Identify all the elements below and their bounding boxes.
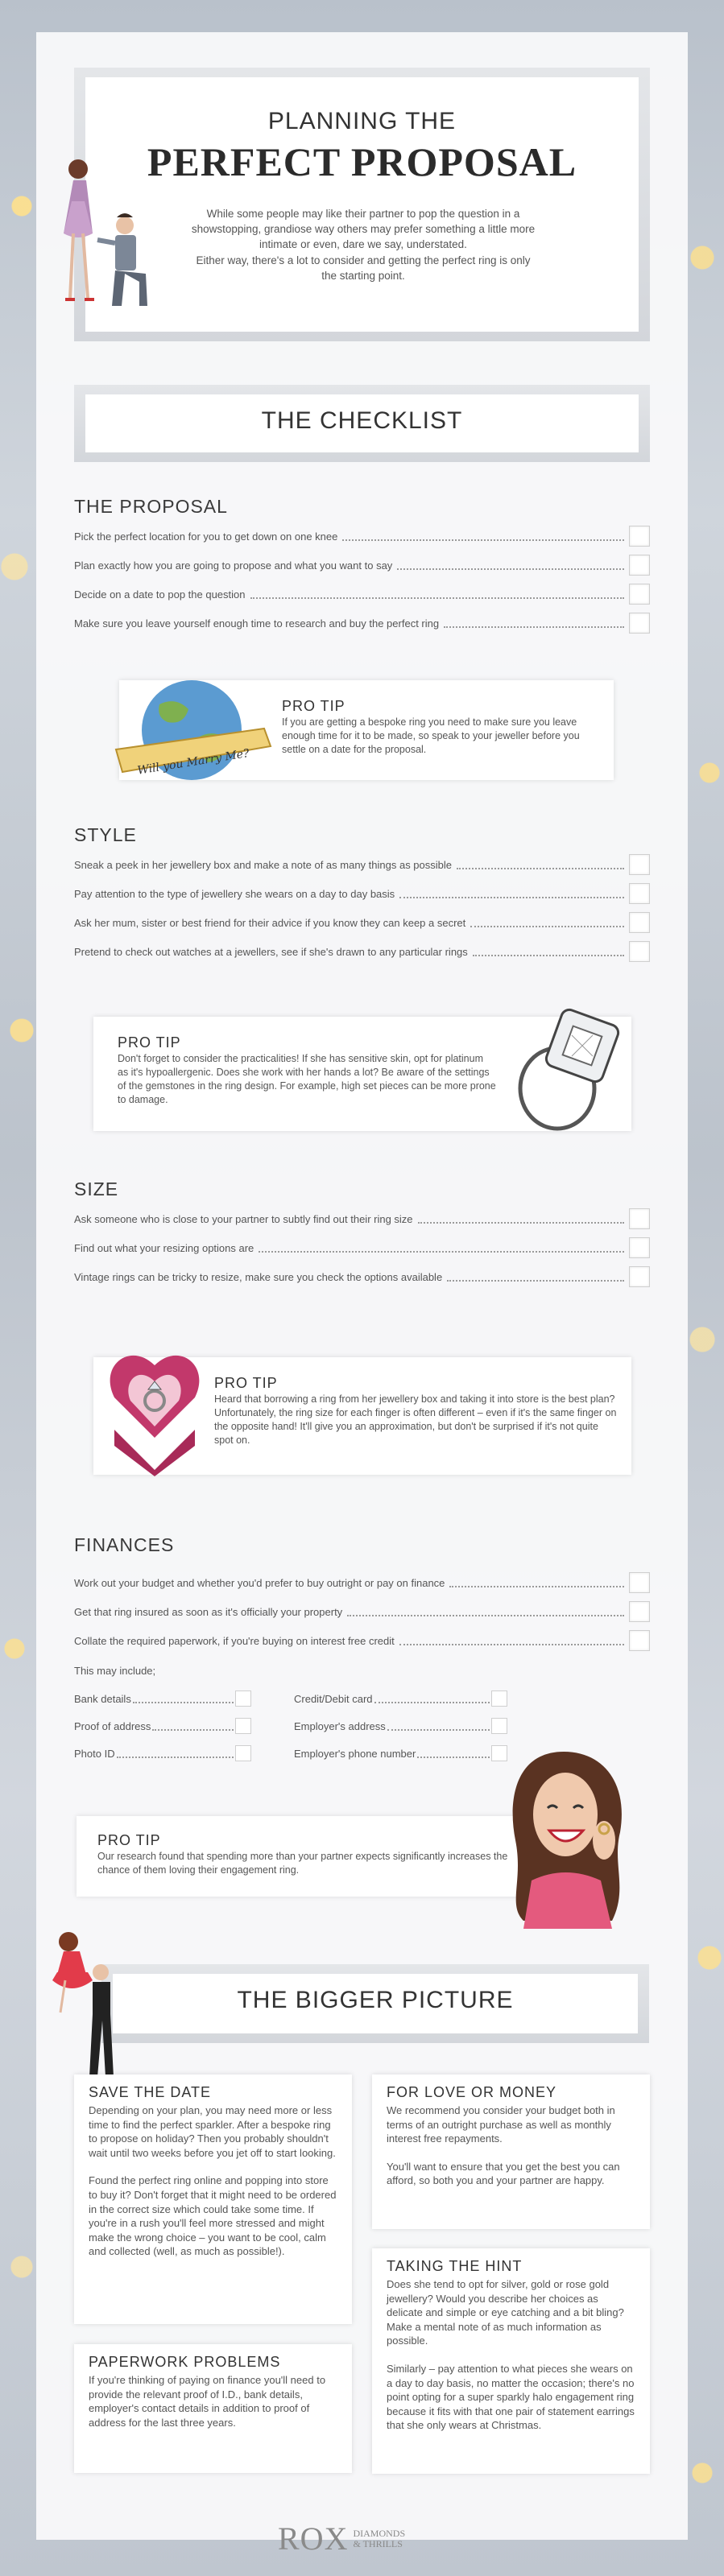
pro-tip-title: PRO TIP [214, 1375, 278, 1391]
logo-tagline-1: DIAMONDS [353, 2527, 406, 2539]
card-paragraph: Does she tend to opt for silver, gold or rose gold jewellery? Would you describe her choices as delicate and simple or eye catching and a bit bling? Make a mental note of as much information as possible. [387, 2278, 624, 2347]
checklist-row [74, 1573, 650, 1592]
checkbox[interactable] [629, 1237, 650, 1258]
may-include-label: This may include; [74, 1665, 156, 1677]
banner-text: Will you Marry Me? [136, 746, 250, 778]
checkbox[interactable] [629, 1208, 650, 1229]
doc-row [74, 1718, 251, 1734]
page-title: PERFECT PROPOSAL [147, 139, 577, 184]
card-paragraph: You'll want to ensure that you get the best you can afford, so both you and your partner are happy. [387, 2160, 620, 2187]
checkbox[interactable] [629, 941, 650, 962]
card-title: TAKING THE HINT [387, 2258, 523, 2274]
checklist-item: Pick the perfect location for you to get down on one knee [74, 530, 338, 543]
checklist-row [74, 1209, 650, 1228]
doc-item: Proof of address [74, 1719, 151, 1732]
intro-paragraph-2: Either way, there's a lot to consider and getting the perfect ring is only the starting point. [196, 254, 531, 282]
checkbox[interactable] [629, 1266, 650, 1287]
paperwork-problems-card [74, 2344, 352, 2473]
doc-row [74, 1690, 251, 1707]
checkbox[interactable] [235, 1745, 251, 1761]
checklist-item: Decide on a date to pop the question [74, 588, 246, 601]
checkbox[interactable] [235, 1690, 251, 1707]
pro-tip-title: PRO TIP [118, 1034, 181, 1051]
card-title: FOR LOVE OR MONEY [387, 2084, 557, 2100]
checklist-item: Make sure you leave yourself enough time to research and buy the perfect ring [74, 617, 440, 630]
checklist-row [74, 1238, 650, 1257]
checkbox[interactable] [491, 1690, 507, 1707]
ring-box-icon [98, 1349, 211, 1478]
checklist-row [74, 1267, 650, 1286]
doc-item: Employer's phone number [294, 1747, 416, 1760]
checklist-row [74, 1631, 650, 1650]
finances-heading: FINANCES [74, 1534, 175, 1555]
checklist-row [74, 584, 650, 604]
happy-woman-illustration [491, 1744, 636, 1929]
doc-item: Employer's address [294, 1719, 386, 1732]
pro-tip-text: Our research found that spending more than your partner expects significantly increases the chance of them loving their engagement ring. [97, 1851, 508, 1876]
pro-tip-text: If you are getting a bespoke ring you need to make sure you leave enough time for it to be made, so speak to your jeweller before you settle on a date for the proposal. [282, 716, 580, 755]
doc-item: Bank details [74, 1692, 131, 1705]
checklist-row [74, 613, 650, 633]
doc-row [294, 1690, 507, 1707]
card-title: PAPERWORK PROBLEMS [89, 2354, 281, 2370]
card-paragraph: Similarly – pay attention to what pieces she wears on a day to day basis, no matter the occasion; there's no point opting for a super sparkly halo engagement ring because it fits with that one pair of statement earrings that she only wears at Christmas. [387, 2362, 635, 2432]
header-card [85, 77, 639, 332]
checklist-row [74, 526, 650, 546]
checkbox[interactable] [629, 1601, 650, 1622]
doc-item: Photo ID [74, 1747, 115, 1760]
checklist-row [74, 913, 650, 932]
dancing-couple-illustration [44, 1924, 133, 2085]
checkbox[interactable] [629, 883, 650, 904]
checklist-item: Sneak a peek in her jewellery box and make a note of as many things as possible [74, 858, 452, 871]
checkbox[interactable] [629, 526, 650, 547]
checklist-item: Ask her mum, sister or best friend for their advice if you know they can keep a secret [74, 916, 466, 929]
bigger-picture-frame [101, 1964, 649, 2043]
checklist-row [74, 855, 650, 874]
pro-tip-card [77, 1816, 532, 1897]
checklist-row [74, 942, 650, 961]
checklist-row [74, 555, 650, 575]
checklist-item: Collate the required paperwork, if you're buying on interest free credit [74, 1634, 395, 1647]
checklist-item: Find out what your resizing options are [74, 1241, 254, 1254]
rox-logo [278, 2520, 405, 2557]
logo-tagline-2: & THRILLS [353, 2537, 403, 2549]
checklist-item: Ask someone who is close to your partner to subtly find out their ring size [74, 1212, 413, 1225]
proposal-heading: THE PROPOSAL [74, 496, 228, 517]
doc-row [294, 1745, 507, 1761]
card-paragraph: Depending on your plan, you may need more or less time to find the perfect sparkler. After a bespoke ring to propose on holiday? Then you probably shouldn't wait until two weeks before you jet off to start looking. [89, 2104, 336, 2159]
pro-tip-title: PRO TIP [282, 698, 345, 714]
checkbox[interactable] [629, 555, 650, 576]
proposal-couple-illustration [44, 145, 165, 322]
pro-tip-text: Heard that borrowing a ring from her jewellery box and taking it into store is the best plan? Unfortunately, the ring size for each finger is often different – even if it's the same finger on the opposite hand! It'll give you an approximation, but don't be surprised if it's not quite spot on. [214, 1393, 617, 1446]
globe-icon [111, 672, 280, 793]
checkbox[interactable] [235, 1718, 251, 1734]
intro-paragraph-1: While some people may like their partner to pop the question in a showstopping, grandiose way others may prefer something a little more intimate or even, dare we say, understated. [191, 208, 536, 250]
checkbox[interactable] [629, 854, 650, 875]
save-the-date-card [74, 2074, 352, 2324]
doc-row [74, 1745, 251, 1761]
checkbox[interactable] [491, 1718, 507, 1734]
checklist-frame [74, 385, 650, 462]
bigger-picture-title: THE BIGGER PICTURE [237, 1987, 514, 2013]
checklist-row [74, 1602, 650, 1621]
card-paragraph: If you're thinking of paying on finance you'll need to provide the relevant proof of I.D., bank details, employer's contact details in addition to proof of address for the last three years. [89, 2374, 326, 2429]
diamond-ring-icon [507, 1008, 628, 1137]
pro-tip-title: PRO TIP [97, 1832, 161, 1848]
checkbox[interactable] [629, 912, 650, 933]
card-title: SAVE THE DATE [89, 2084, 212, 2100]
checkbox[interactable] [629, 584, 650, 605]
doc-item: Credit/Debit card [294, 1692, 373, 1705]
checklist-item: Get that ring insured as soon as it's officially your property [74, 1605, 343, 1618]
checklist-item: Work out your budget and whether you'd prefer to buy outright or pay on finance [74, 1576, 445, 1589]
checkbox[interactable] [629, 1630, 650, 1651]
title-top: PLANNING THE [267, 108, 457, 134]
checklist-item: Plan exactly how you are going to propose and what you want to say [74, 559, 393, 572]
checklist-title: THE CHECKLIST [261, 407, 463, 434]
doc-row [294, 1718, 507, 1734]
taking-the-hint-card [372, 2248, 650, 2474]
checkbox[interactable] [629, 613, 650, 634]
checklist-item: Vintage rings can be tricky to resize, make sure you check the options available [74, 1270, 443, 1283]
checklist-item: Pretend to check out watches at a jewellers, see if she's drawn to any particular rings [74, 945, 468, 958]
love-or-money-card [372, 2074, 650, 2229]
checklist-item: Pay attention to the type of jewellery she wears on a day to day basis [74, 887, 395, 900]
style-heading: STYLE [74, 824, 137, 845]
checklist-row [74, 884, 650, 903]
pro-tip-text: Don't forget to consider the practicalities! If she has sensitive skin, opt for platinum as it's hypoallergenic. Does she work with her hands a lot? Be aware of the settings of the gemstones in the ring design. For example, high set pieces can be more prone to damage. [118, 1053, 496, 1105]
checkbox[interactable] [629, 1572, 650, 1593]
logo-text: ROX [278, 2520, 349, 2557]
size-heading: SIZE [74, 1179, 119, 1199]
card-paragraph: We recommend you consider your budget both in terms of an outright purchase as well as monthly interest free repayments. [387, 2104, 615, 2145]
card-paragraph: Found the perfect ring online and popping into store to buy it? Don't forget that it might need to be ordered in the correct size which could take some time. If you're in a rush you'll feel more stressed and might make the wrong choice – you want to be cool, calm and collected (well, as much as possible!). [89, 2174, 337, 2258]
